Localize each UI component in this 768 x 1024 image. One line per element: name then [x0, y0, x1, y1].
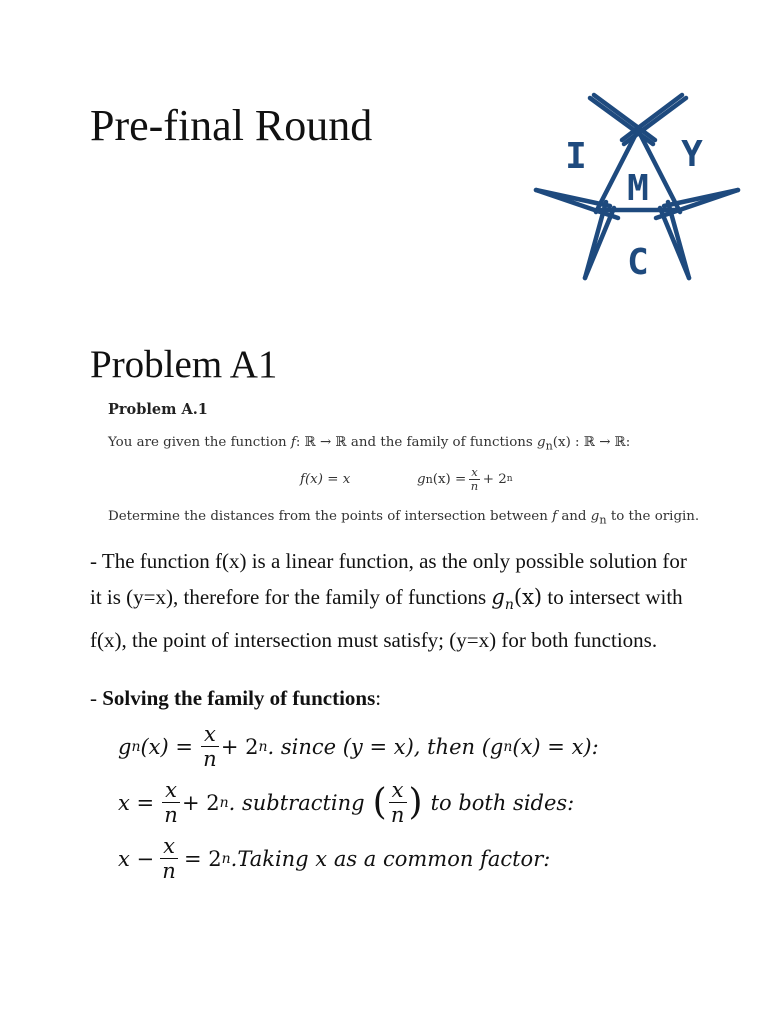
statement-determine: Determine the distances from the points of intersection between f and $g_n$ to the origin. [108, 509, 700, 527]
solving-heading: - Solving the family of functions: [90, 686, 382, 710]
equation-1: g n (x) = $\frac{x}{n}$ + 2 n . since (y = x), then (g n (x) = x): [118, 722, 599, 772]
logo-letter-c: C [627, 242, 649, 282]
logo-letter-m: M [627, 168, 649, 209]
statement-intro: You are given the function f: ℝ → ℝ and the family of functions $g_n(x)$ : ℝ → ℝ: [108, 435, 631, 453]
fraction-x-over-n: $\frac{x}{n}$ [162, 778, 180, 827]
g-symbol: $g_n(x)$ [491, 584, 543, 613]
f-definition: f(x) = x [300, 472, 351, 487]
imyc-logo [528, 90, 746, 282]
problem-heading: Problem A1 [90, 343, 278, 386]
fraction-x-over-n: $\frac{x}{n}$ [160, 834, 178, 883]
g-fraction: $\frac{x}{n}$ [470, 465, 479, 493]
equation-3: x − $\frac{x}{n}$ = 2 n .Taking x as a common factor: [118, 834, 551, 884]
statement-title: Problem A.1 [108, 401, 208, 418]
equation-2: x = $\frac{x}{n}$ + 2 n . subtracting ( $\frac{x}{n}$ ) to both sides: [118, 778, 575, 828]
g-definition: g n (x) = $\frac{x}{n}$ + 2 n [417, 465, 513, 493]
logo-letter-i: I [565, 136, 587, 177]
fraction-x-over-n-paren: $\frac{x}{n}$ [389, 778, 407, 827]
page-title: Pre-final Round [90, 101, 373, 150]
solution-paragraph: - The function f(x) is a linear function, as the only possible solution for it is (y=x), therefore for the family of functions $g_n(x)$ to intersect with f(x), the point of intersection must satisfy; (y=x) for both functions. [90, 549, 687, 653]
fraction-x-over-n: $\frac{x}{n}$ [201, 722, 219, 771]
logo-letter-y: Y [681, 134, 703, 175]
